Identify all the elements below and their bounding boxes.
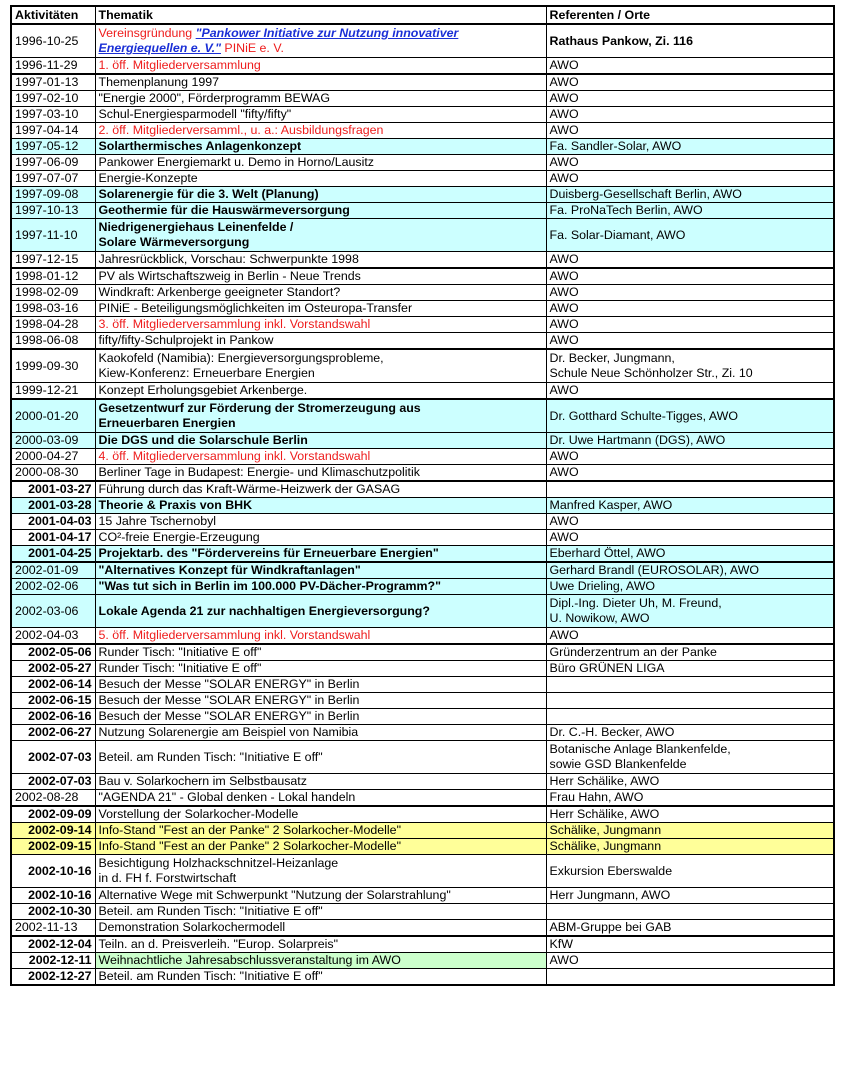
ref-cell: AWO	[546, 317, 834, 333]
ref-cell: Gerhard Brandl (EUROSOLAR), AWO	[546, 562, 834, 579]
topic-cell: "Alternatives Konzept für Windkraftanlagen"	[95, 562, 546, 579]
date-cell: 2002-10-30	[11, 904, 95, 920]
ref-cell: AWO	[546, 514, 834, 530]
topic-cell	[95, 24, 546, 58]
topic-cell: Energie-Konzepte	[95, 171, 546, 187]
ref-cell: Herr Jungmann, AWO	[546, 888, 834, 904]
date-cell: 2002-12-11	[11, 953, 95, 969]
ref-cell: Büro GRÜNEN LIGA	[546, 661, 834, 677]
topic-cell: 2. öff. Mitgliederversamml., u. a.: Ausbildungsfragen	[95, 123, 546, 139]
table-row	[11, 595, 834, 628]
date-cell: 1997-05-12	[11, 139, 95, 155]
date-cell: 1997-06-09	[11, 155, 95, 171]
ref-cell: Schälike, Jungmann	[546, 839, 834, 855]
topic-cell: Lokale Agenda 21 zur nachhaltigen Energieversorgung?	[95, 595, 546, 628]
date-cell: 1997-11-10	[11, 219, 95, 252]
table-row	[11, 546, 834, 563]
ref-cell: AWO	[546, 74, 834, 91]
table-row	[11, 187, 834, 203]
ref-cell: Frau Hahn, AWO	[546, 790, 834, 807]
ref-cell: AWO	[546, 301, 834, 317]
table-row	[11, 498, 834, 514]
ref-cell: Schälike, Jungmann	[546, 823, 834, 839]
ref-cell: AWO	[546, 171, 834, 187]
table-row	[11, 888, 834, 904]
table-row	[11, 301, 834, 317]
topic-cell: Theorie & Praxis von BHK	[95, 498, 546, 514]
table-row	[11, 268, 834, 285]
ref-cell: Rathaus Pankow, Zi. 116	[546, 24, 834, 58]
date-cell: 2002-01-09	[11, 562, 95, 579]
topic-cell: Runder Tisch: "Initiative E off"	[95, 661, 546, 677]
date-cell: 1998-04-28	[11, 317, 95, 333]
ref-cell: Exkursion Eberswalde	[546, 855, 834, 888]
ref-cell: Uwe Drieling, AWO	[546, 579, 834, 595]
table-row	[11, 317, 834, 333]
topic-line: Besichtigung Holzhackschnitzel-Heizanlage	[98, 856, 339, 870]
topic-line: Erneuerbaren Energien	[98, 416, 236, 430]
table-row	[11, 171, 834, 187]
ref-line: Schule Neue Schönholzer Str., Zi. 10	[549, 366, 753, 380]
topic-cell: PV als Wirtschaftszweig in Berlin - Neue Trends	[95, 268, 546, 285]
date-cell: 2001-03-27	[11, 481, 95, 498]
topic-cell: Teiln. an d. Preisverleih. "Europ. Solarpreis"	[95, 936, 546, 953]
topic-cell: Geothermie für die Hauswärmeversorgung	[95, 203, 546, 219]
topic-cell: Projektarb. des "Fördervereins für Erneuerbare Energien"	[95, 546, 546, 563]
topic-cell	[95, 855, 546, 888]
topic-cell: "AGENDA 21" - Global denken - Lokal handeln	[95, 790, 546, 807]
table-row	[11, 514, 834, 530]
topic-cell: Konzept Erholungsgebiet Arkenberge.	[95, 383, 546, 400]
ref-cell: Dr. C.-H. Becker, AWO	[546, 725, 834, 741]
topic-cell: Besuch der Messe "SOLAR ENERGY" in Berlin	[95, 677, 546, 693]
date-cell: 1998-03-16	[11, 301, 95, 317]
activities-sheet	[10, 5, 833, 986]
table-row	[11, 823, 834, 839]
date-cell: 1996-11-29	[11, 58, 95, 75]
topic-cell: "Was tut sich in Berlin im 100.000 PV-Dächer-Programm?"	[95, 579, 546, 595]
table-row	[11, 741, 834, 774]
ref-cell: AWO	[546, 333, 834, 350]
ref-cell: AWO	[546, 58, 834, 75]
ref-cell: Fa. Sandler-Solar, AWO	[546, 139, 834, 155]
table-row	[11, 433, 834, 449]
topic-cell: Die DGS und die Solarschule Berlin	[95, 433, 546, 449]
table-row	[11, 725, 834, 741]
date-cell: 2001-04-25	[11, 546, 95, 563]
date-cell: 2002-10-16	[11, 855, 95, 888]
topic-cell: Info-Stand "Fest an der Panke" 2 Solarkocher-Modelle"	[95, 839, 546, 855]
topic-line: in d. FH f. Forstwirtschaft	[98, 871, 237, 885]
topic-cell: 5. öff. Mitgliederversammlung inkl. Vorstandswahl	[95, 628, 546, 645]
topic-cell: Demonstration Solarkochermodell	[95, 920, 546, 937]
topic-line: Gesetzentwurf zur Förderung der Stromerzeugung aus	[98, 401, 421, 415]
topic-cell: Bau v. Solarkochern im Selbstbausatz	[95, 774, 546, 790]
ref-cell	[546, 709, 834, 725]
date-cell: 1999-09-30	[11, 349, 95, 383]
topic-cell: Führung durch das Kraft-Wärme-Heizwerk der GASAG	[95, 481, 546, 498]
date-cell: 1997-10-13	[11, 203, 95, 219]
ref-line: Dr. Becker, Jungmann,	[549, 351, 675, 365]
table-row	[11, 465, 834, 482]
table-row	[11, 969, 834, 986]
date-cell: 2002-06-27	[11, 725, 95, 741]
date-cell: 2002-06-15	[11, 693, 95, 709]
topic-cell: Beteil. am Runden Tisch: "Initiative E off"	[95, 969, 546, 986]
ref-cell: AWO	[546, 628, 834, 645]
table-row	[11, 123, 834, 139]
topic-line: Kiew-Konferenz: Erneuerbare Energien	[98, 366, 315, 380]
table-row	[11, 203, 834, 219]
ref-cell: Herr Schälike, AWO	[546, 806, 834, 823]
date-cell: 2002-02-06	[11, 579, 95, 595]
ref-cell: AWO	[546, 123, 834, 139]
topic-cell: Info-Stand "Fest an der Panke" 2 Solarkocher-Modelle"	[95, 823, 546, 839]
topic-cell: CO²-freie Energie-Erzeugung	[95, 530, 546, 546]
table-row	[11, 107, 834, 123]
date-cell: 1998-01-12	[11, 268, 95, 285]
date-cell: 2000-01-20	[11, 399, 95, 433]
topic-cell: Runder Tisch: "Initiative E off"	[95, 644, 546, 661]
topic-cell: Beteil. am Runden Tisch: "Initiative E off"	[95, 741, 546, 774]
topic-cell: Nutzung Solarenergie am Beispiel von Namibia	[95, 725, 546, 741]
date-cell: 2000-04-27	[11, 449, 95, 465]
date-cell: 2002-03-06	[11, 595, 95, 628]
table-row	[11, 790, 834, 807]
date-cell: 2002-12-27	[11, 969, 95, 986]
ref-cell	[546, 741, 834, 774]
date-cell: 2002-08-28	[11, 790, 95, 807]
ref-line: Dipl.-Ing. Dieter Uh, M. Freund,	[549, 596, 722, 610]
ref-cell	[546, 349, 834, 383]
table-row	[11, 661, 834, 677]
date-cell: 1997-02-10	[11, 91, 95, 107]
topic-cell: 3. öff. Mitgliederversammlung inkl. Vorstandswahl	[95, 317, 546, 333]
table-row	[11, 139, 834, 155]
date-cell: 2000-03-09	[11, 433, 95, 449]
date-cell: 2002-09-14	[11, 823, 95, 839]
table-row	[11, 399, 834, 433]
date-cell: 2002-06-14	[11, 677, 95, 693]
ref-cell	[546, 677, 834, 693]
topic-cell: "Energie 2000", Förderprogramm BEWAG	[95, 91, 546, 107]
header-date: Aktivitäten	[11, 6, 95, 24]
topic-cell: Berliner Tage in Budapest: Energie- und Klimaschutzpolitik	[95, 465, 546, 482]
ref-cell: AWO	[546, 155, 834, 171]
topic-cell: Beteil. am Runden Tisch: "Initiative E off"	[95, 904, 546, 920]
table-row	[11, 58, 834, 75]
ref-cell: AWO	[546, 449, 834, 465]
ref-cell: ABM-Gruppe bei GAB	[546, 920, 834, 937]
date-cell: 2002-12-04	[11, 936, 95, 953]
table-row	[11, 219, 834, 252]
topic-cell: Weihnachtliche Jahresabschlussveranstaltung im AWO	[95, 953, 546, 969]
table-row	[11, 855, 834, 888]
date-cell: 2002-09-15	[11, 839, 95, 855]
association-link[interactable]: "Pankower Initiative zur Nutzung innovativer Energiequellen e. V."	[98, 26, 459, 55]
topic-cell: Besuch der Messe "SOLAR ENERGY" in Berlin	[95, 709, 546, 725]
ref-cell	[546, 481, 834, 498]
topic-cell: Schul-Energiesparmodell "fifty/fifty"	[95, 107, 546, 123]
date-cell: 2001-03-28	[11, 498, 95, 514]
table-row	[11, 677, 834, 693]
ref-cell	[546, 595, 834, 628]
date-cell: 2002-06-16	[11, 709, 95, 725]
table-row	[11, 953, 834, 969]
table-row	[11, 628, 834, 645]
ref-cell: AWO	[546, 530, 834, 546]
date-cell: 1997-04-14	[11, 123, 95, 139]
topic-line: Kaokofeld (Namibia): Energieversorgungsprobleme,	[98, 351, 384, 365]
date-cell: 2000-08-30	[11, 465, 95, 482]
date-cell: 1997-03-10	[11, 107, 95, 123]
ref-cell: Manfred Kasper, AWO	[546, 498, 834, 514]
date-cell: 1997-12-15	[11, 252, 95, 269]
date-cell: 2002-11-13	[11, 920, 95, 937]
topic-prefix: Vereinsgründung	[98, 26, 196, 40]
topic-cell: 1. öff. Mitgliederversammlung	[95, 58, 546, 75]
table-row	[11, 709, 834, 725]
table-row	[11, 333, 834, 350]
topic-cell: fifty/fifty-Schulprojekt in Pankow	[95, 333, 546, 350]
topic-cell: PINiE - Beteiligungsmöglichkeiten im Osteuropa-Transfer	[95, 301, 546, 317]
table-row	[11, 91, 834, 107]
table-row	[11, 774, 834, 790]
date-cell: 2002-07-03	[11, 741, 95, 774]
ref-line: sowie GSD Blankenfelde	[549, 757, 687, 771]
date-cell: 2002-09-09	[11, 806, 95, 823]
topic-cell	[95, 399, 546, 433]
ref-cell: Eberhard Öttel, AWO	[546, 546, 834, 563]
date-cell: 2001-04-17	[11, 530, 95, 546]
ref-cell: AWO	[546, 107, 834, 123]
table-row	[11, 936, 834, 953]
table-row	[11, 644, 834, 661]
ref-cell: Gründerzentrum an der Panke	[546, 644, 834, 661]
ref-cell: AWO	[546, 953, 834, 969]
date-cell: 1997-09-08	[11, 187, 95, 203]
table-row	[11, 74, 834, 91]
header-topic: Thematik	[95, 6, 546, 24]
date-cell: 2002-10-16	[11, 888, 95, 904]
topic-cell: Vorstellung der Solarkocher-Modelle	[95, 806, 546, 823]
topic-cell: Alternative Wege mit Schwerpunkt "Nutzung der Solarstrahlung"	[95, 888, 546, 904]
date-cell: 2001-04-03	[11, 514, 95, 530]
ref-cell: AWO	[546, 268, 834, 285]
ref-cell: AWO	[546, 465, 834, 482]
topic-cell: Jahresrückblick, Vorschau: Schwerpunkte 1998	[95, 252, 546, 269]
date-cell: 1998-06-08	[11, 333, 95, 350]
table-row	[11, 562, 834, 579]
table-row	[11, 285, 834, 301]
ref-cell: Dr. Gotthard Schulte-Tigges, AWO	[546, 399, 834, 433]
topic-cell: 4. öff. Mitgliederversammlung inkl. Vorstandswahl	[95, 449, 546, 465]
date-cell: 2002-07-03	[11, 774, 95, 790]
topic-cell	[95, 219, 546, 252]
header-row	[11, 6, 834, 24]
ref-cell: AWO	[546, 91, 834, 107]
date-cell: 2002-04-03	[11, 628, 95, 645]
topic-line: Niedrigenergiehaus Leinenfelde /	[98, 220, 294, 234]
ref-cell: KfW	[546, 936, 834, 953]
date-cell: 2002-05-06	[11, 644, 95, 661]
ref-cell	[546, 693, 834, 709]
topic-cell	[95, 349, 546, 383]
topic-cell: Besuch der Messe "SOLAR ENERGY" in Berlin	[95, 693, 546, 709]
topic-cell: Solarenergie für die 3. Welt (Planung)	[95, 187, 546, 203]
date-cell: 1996-10-25	[11, 24, 95, 58]
topic-cell: Pankower Energiemarkt u. Demo in Horno/Lausitz	[95, 155, 546, 171]
table-row	[11, 693, 834, 709]
ref-cell: AWO	[546, 285, 834, 301]
topic-suffix: PINiE e. V.	[220, 41, 284, 55]
table-row	[11, 806, 834, 823]
ref-cell: AWO	[546, 252, 834, 269]
topic-cell: Windkraft: Arkenberge geeigneter Standort?	[95, 285, 546, 301]
topic-cell: Solarthermisches Anlagenkonzept	[95, 139, 546, 155]
table-row	[11, 904, 834, 920]
topic-cell: Themenplanung 1997	[95, 74, 546, 91]
ref-cell: AWO	[546, 383, 834, 400]
ref-line: U. Nowikow, AWO	[549, 611, 650, 625]
header-ref: Referenten / Orte	[546, 6, 834, 24]
topic-line: Solare Wärmeversorgung	[98, 235, 250, 249]
date-cell: 1998-02-09	[11, 285, 95, 301]
table-row	[11, 481, 834, 498]
table-row	[11, 839, 834, 855]
ref-cell	[546, 969, 834, 986]
ref-cell: Dr. Uwe Hartmann (DGS), AWO	[546, 433, 834, 449]
table-row	[11, 24, 834, 58]
table-row	[11, 449, 834, 465]
ref-cell	[546, 904, 834, 920]
date-cell: 1999-12-21	[11, 383, 95, 400]
table-row	[11, 349, 834, 383]
topic-cell: 15 Jahre Tschernobyl	[95, 514, 546, 530]
table-row	[11, 155, 834, 171]
table-row	[11, 252, 834, 269]
table-row	[11, 530, 834, 546]
table-row	[11, 920, 834, 937]
ref-cell: Duisberg-Gesellschaft Berlin, AWO	[546, 187, 834, 203]
ref-line: Botanische Anlage Blankenfelde,	[549, 742, 731, 756]
table-row	[11, 383, 834, 400]
table-row	[11, 579, 834, 595]
date-cell: 2002-05-27	[11, 661, 95, 677]
ref-cell: Fa. ProNaTech Berlin, AWO	[546, 203, 834, 219]
date-cell: 1997-01-13	[11, 74, 95, 91]
ref-cell: Herr Schälike, AWO	[546, 774, 834, 790]
date-cell: 1997-07-07	[11, 171, 95, 187]
ref-cell: Fa. Solar-Diamant, AWO	[546, 219, 834, 252]
activities-table	[10, 5, 835, 986]
